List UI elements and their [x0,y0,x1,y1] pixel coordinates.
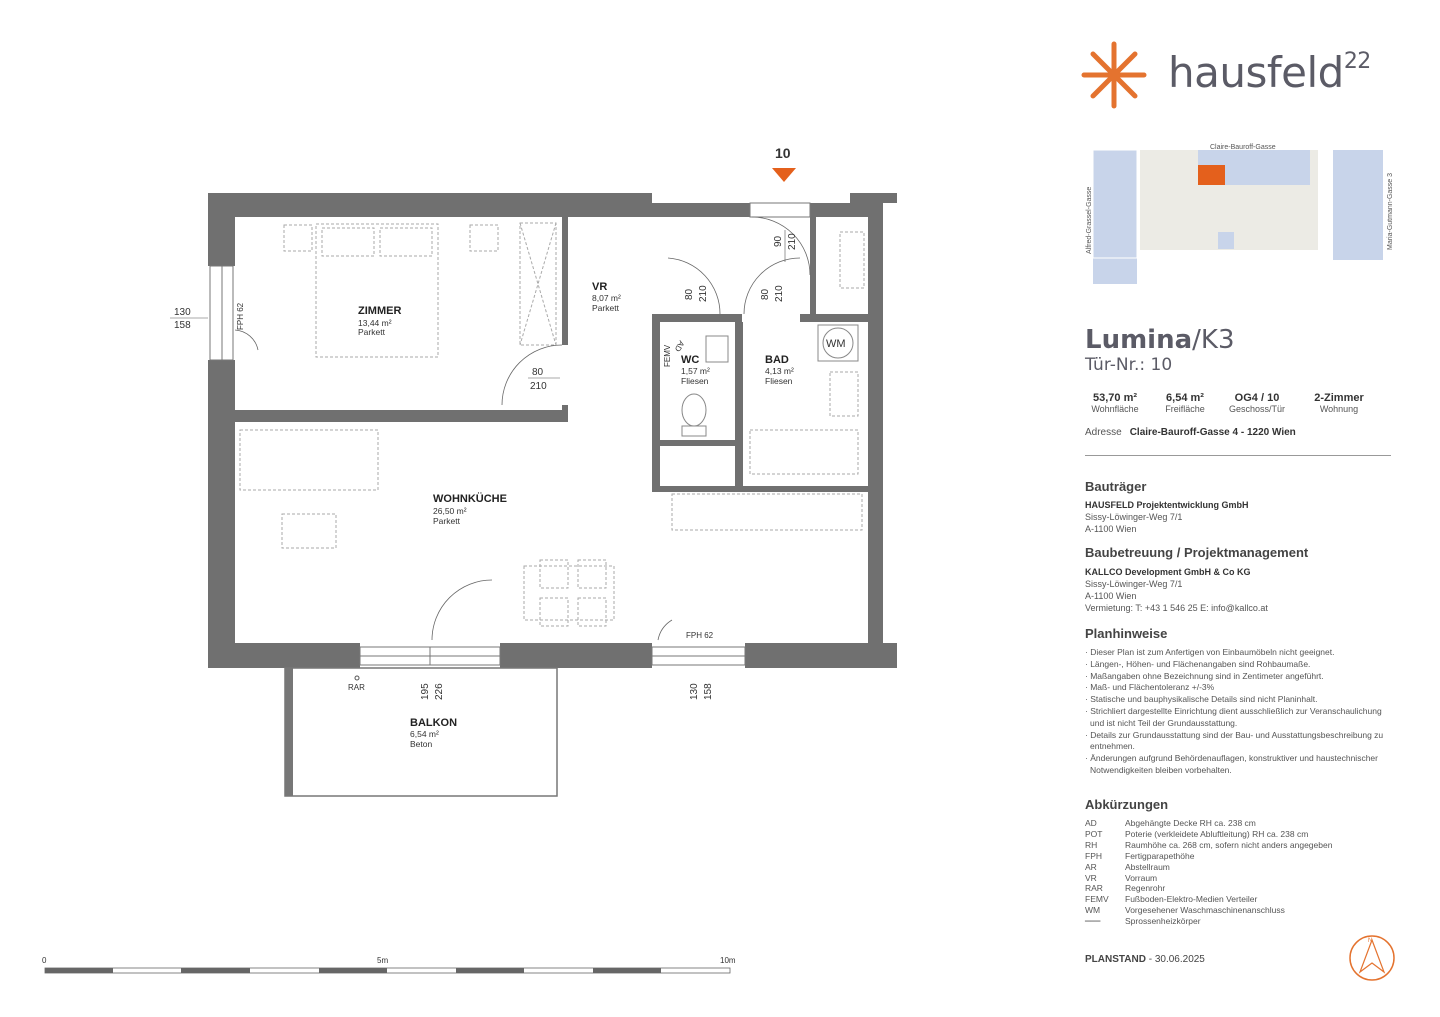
svg-text:N: N [1368,938,1373,944]
logo-text: hausfeld$^{22}$ [1168,48,1371,97]
entrance-number: 10 [775,145,791,161]
unit-title: Lumina/K3 [1085,325,1235,355]
svg-text:195: 195 [420,683,431,700]
svg-text:Fliesen: Fliesen [765,376,793,386]
svg-text:WC: WC [681,354,700,366]
svg-text:10m: 10m [720,956,736,965]
door-number: Tür-Nr.: 10 [1085,355,1173,375]
developer-heading: Bauträger [1085,479,1147,494]
svg-text:VR: VR [592,281,608,293]
svg-text:26,50 m²: 26,50 m² [433,506,467,516]
address: Adresse Claire-Bauroff-Gasse 4 - 1220 Wien [1085,427,1296,438]
notes-list: · Dieser Plan ist zum Anfertigen von Einbaumöbeln nicht geeignet. · Längen-, Höhen- und Flächenangaben sind Rohbaumaße. · Maßangaben ohne Bezeichnung sind in Zentimeter angeführt. · Maß- und Flächentoleranz +/-3% · Statische und bauphysikalische Details sind nicht Planinhalt. · Strichliert dargestellte Einrichtung dient ausschließlich zur Veranschaulichung und ist nicht Teil der Grundausstattung. · Details zur Grundausstattung sind der Bau- und Ausstattungsbeschreibung zu entnehmen. · Änderungen aufgrund Behördenauflagen, konstruktiver und haustechnischer Notwendigkeiten bleiben vorbehalten. [1085,647,1384,775]
management-heading: Baubetreuung / Projektmanagement [1085,545,1309,560]
svg-text:158: 158 [703,683,714,700]
room-zimmer [358,305,401,337]
svg-text:Fliesen: Fliesen [681,376,709,386]
divider [1085,455,1391,456]
svg-text:RAR: RAR [348,683,365,692]
svg-text:FEMV: FEMV [663,344,672,367]
svg-text:80: 80 [684,288,695,300]
abbreviations-heading: Abkürzungen [1085,797,1169,812]
notes-heading: Planhinweise [1085,626,1168,641]
svg-text:80: 80 [760,288,771,300]
svg-text:210: 210 [787,233,798,250]
svg-text:FPH 62: FPH 62 [686,631,714,640]
developer-info: HAUSFELD Projektentwicklung GmbH Sissy-Löwinger-Weg 7/1 A-1100 Wien [1085,500,1249,534]
svg-text:BALKON: BALKON [410,717,458,729]
furniture [240,223,864,626]
north-compass-icon [1350,936,1394,980]
fact-freiflaeche: 6,54 m² Freifläche [1165,392,1205,414]
svg-text:WM: WM [826,338,846,350]
dimensions [170,230,846,700]
fact-zimmer: 2-Zimmer Wohnung [1314,392,1364,414]
svg-text:Beton: Beton [410,739,433,749]
svg-text:13,44 m²: 13,44 m² [358,318,392,328]
room-balkon [410,717,457,749]
room-vr [592,281,621,313]
svg-text:Parkett: Parkett [433,516,460,526]
svg-text:80: 80 [532,367,544,378]
svg-text:Alfred-Grassel-Gasse: Alfred-Grassel-Gasse [1086,186,1093,254]
svg-text:130: 130 [689,683,700,700]
fact-wohnflaeche: 53,70 m² Wohnfläche [1091,392,1139,414]
svg-text:1,57 m²: 1,57 m² [681,366,710,376]
logo-asterisk-icon [1084,44,1144,106]
svg-text:FPH 62: FPH 62 [236,302,245,330]
management-info: KALLCO Development GmbH & Co KG Sissy-Löwinger-Weg 7/1 A-1100 Wien Vermietung: T: +43 1 546 25 E: info@kallco.at [1085,567,1268,613]
svg-text:Maria-Gutmann-Gasse 3: Maria-Gutmann-Gasse 3 [1387,172,1394,250]
fact-geschoss: OG4 / 10 Geschoss/Tür [1228,392,1286,414]
svg-text:Parkett: Parkett [592,303,619,313]
svg-text:Parkett: Parkett [358,327,385,337]
planstand: PLANSTAND - 30.06.2025 [1085,954,1205,965]
svg-text:210: 210 [774,285,785,302]
svg-text:8,07 m²: 8,07 m² [592,293,621,303]
svg-text:90: 90 [773,235,784,247]
svg-text:226: 226 [434,683,445,700]
svg-text:210: 210 [530,381,547,392]
entrance-arrow [772,168,796,182]
svg-text:WOHNKÜCHE: WOHNKÜCHE [433,493,507,505]
radiator-icon: ━━━ [1085,916,1101,927]
abbreviations-list: AD Abgehängte Decke RH ca. 238 cm POT Poterie (verkleidete Abluftleitung) RH ca. 238 cm RH Raumhöhe ca. 268 cm, sofern nicht anders angegeben FPH Fertigparapethöhe AR Abstellraum VR Vorraum RAR Regenrohr FEMV Fußboden-Elektro-Medien Verteiler WM Vorgesehener Waschmaschinenanschluss ━━━ Sprossenheizkörper [1085,818,1333,927]
svg-text:BAD: BAD [765,354,789,366]
svg-text:5m: 5m [377,956,389,965]
keyplan [1086,144,1394,284]
scale-bar [42,956,736,973]
svg-text:6,54 m²: 6,54 m² [410,729,439,739]
svg-text:130: 130 [174,307,191,318]
svg-text:ZIMMER: ZIMMER [358,305,402,317]
svg-text:Claire-Bauroff-Gasse: Claire-Bauroff-Gasse [1210,144,1276,151]
room-wohnkueche [433,492,507,526]
svg-text:4,13 m²: 4,13 m² [765,366,794,376]
svg-text:0: 0 [42,956,47,965]
svg-text:210: 210 [698,285,709,302]
svg-text:158: 158 [174,320,191,331]
room-bad [765,354,794,386]
svg-text:AD: AD [672,339,687,354]
